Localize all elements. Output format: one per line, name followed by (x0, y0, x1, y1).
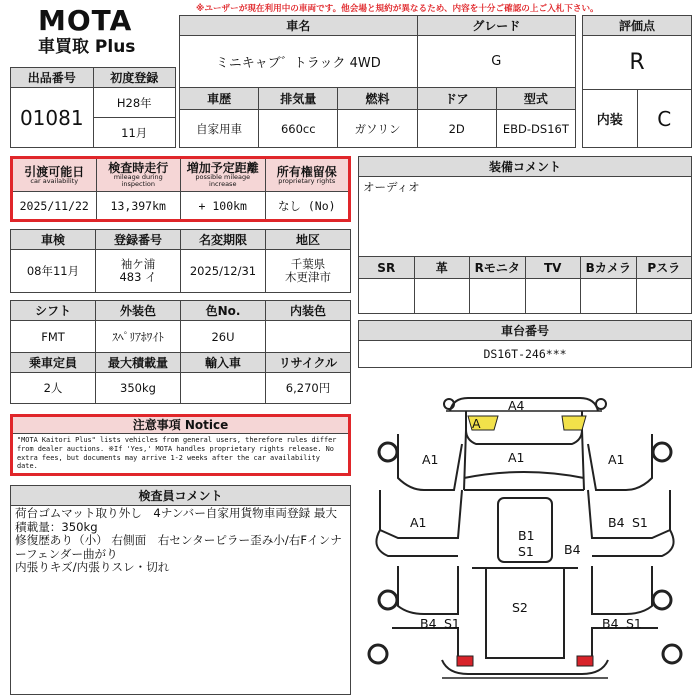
car-damage-map (358, 378, 692, 696)
car-name: ミニキャブ゛トラック 4WD (180, 36, 418, 88)
interior-color-value (266, 321, 351, 353)
map-label-b4-right-mid: B4 (608, 515, 625, 530)
option-rear-monitor: Rモニタ (470, 257, 526, 279)
spec-header-fuel: 燃料 (338, 88, 417, 110)
availability-header-mileage: 検査時走行 mileage during inspection (96, 158, 181, 192)
grade-label: グレード (417, 16, 575, 36)
vehicle-table (179, 15, 576, 148)
map-label-a1-left-front: A1 (422, 452, 439, 467)
map-label-b1: B1 (518, 528, 535, 543)
mileage-increase: + 100km (181, 192, 266, 221)
color-no-value: 26U (181, 321, 266, 353)
spec-header-doors: ドア (417, 88, 496, 110)
rating-value: R (583, 36, 692, 90)
first-reg-month: 11月 (93, 118, 176, 148)
inspector-comment: 荷台ゴムマット取り外し 4ナンバー自家用貨物車両登録 最大積載量：350kg 修復歴あり（小） 右側面 右センターピラー歪み小/右Fインナーフェンダー曲がり 内張りキズ/内張りスレ・切れ (11, 506, 351, 695)
availability-date: 2025/11/22 (12, 192, 97, 221)
map-label-a-front-left: A (472, 416, 481, 431)
chassis-label: 車台番号 (359, 321, 692, 341)
proprietary-rights: なし (No) (265, 192, 350, 221)
availability-header-rights: 所有権留保 proprietary rights (265, 158, 350, 192)
option-sr-value (359, 279, 415, 314)
map-label-a4: A4 (508, 398, 525, 413)
availability-header-increase: 増加予定距離 possible mileage increase (181, 158, 266, 192)
spec-header-displacement: 排気量 (259, 88, 338, 110)
map-label-s1-center: S1 (518, 544, 534, 559)
shaken-value: 08年11月 (11, 250, 96, 293)
recycle-value: 6,270円 (266, 373, 351, 404)
logo (38, 6, 148, 62)
logo-subtitle: 車買取 Plus (38, 37, 136, 57)
shaken-label: 車検 (11, 230, 96, 250)
imported-value (181, 373, 266, 404)
map-label-s1-right-mid: S1 (632, 515, 648, 530)
interior-value: C (637, 90, 692, 148)
map-label-b4-right-rear: B4 (602, 616, 619, 631)
recycle-label: リサイクル (266, 353, 351, 373)
map-label-a1-center: A1 (508, 450, 525, 465)
map-label-b4-left-rear: B4 (420, 616, 437, 631)
map-label-a1-right-front: A1 (608, 452, 625, 467)
option-leather: 革 (414, 257, 470, 279)
rating-table (582, 15, 692, 148)
logo-title: MOTA (38, 4, 133, 37)
spec-model: EBD-DS16T (496, 110, 575, 148)
inspector-label: 検査員コメント (11, 486, 351, 506)
map-label-s1-right-rear: S1 (626, 616, 642, 631)
district-value: 千葉県 木更津市 (266, 250, 351, 293)
max-load-label: 最大積載量 (96, 353, 181, 373)
name-change-deadline: 2025/12/31 (181, 250, 266, 293)
availability-header-date: 引渡可能日 car availability (12, 158, 97, 192)
spec-fuel: ガソリン (338, 110, 417, 148)
option-back-camera-value (581, 279, 637, 314)
interior-color-label: 内装色 (266, 301, 351, 321)
map-label-s1-left-rear: S1 (444, 616, 460, 631)
lot-table (10, 67, 176, 148)
inspector-table (10, 485, 351, 695)
option-tv: TV (525, 257, 581, 279)
spec-history: 自家用車 (180, 110, 259, 148)
plate-label: 登録番号 (96, 230, 181, 250)
notice-table (10, 414, 351, 476)
chassis-table (358, 320, 692, 368)
spec-doors: 2D (417, 110, 496, 148)
capacity-value: 2人 (11, 373, 96, 404)
district-label: 地区 (266, 230, 351, 250)
availability-table (10, 156, 351, 222)
map-label-a1-left-mid: A1 (410, 515, 427, 530)
exterior-color-value: ｽﾍﾟﾘｱﾎﾜｲﾄ (96, 321, 181, 353)
interior-label: 内装 (583, 90, 638, 148)
equipment-label: 装備コメント (359, 157, 692, 177)
notice-label: 注意事項 Notice (12, 416, 350, 434)
shift-value: FMT (11, 321, 96, 353)
spec-displacement: 660cc (259, 110, 338, 148)
top-notice: ※ユーザーが現在利用中の車両です。他会場と規約が異なるため、内容を十分ご確認の上ご入札下さい。 (196, 4, 599, 14)
capacity-label: 乗車定員 (11, 353, 96, 373)
imported-label: 輸入車 (181, 353, 266, 373)
inspection-mileage: 13,397km (96, 192, 181, 221)
lot-label: 出品番号 (11, 68, 94, 88)
color-no-label: 色No. (181, 301, 266, 321)
car-name-label: 車名 (180, 16, 418, 36)
rating-label: 評価点 (583, 16, 692, 36)
option-tv-value (525, 279, 581, 314)
specs2-table (10, 300, 351, 404)
exterior-color-label: 外装色 (96, 301, 181, 321)
option-leather-value (414, 279, 470, 314)
first-reg-year: H28年 (93, 88, 176, 118)
option-power-slide-value (636, 279, 692, 314)
map-label-s2: S2 (512, 600, 528, 615)
plate-number: 袖ケ浦 483 イ (96, 250, 181, 293)
map-label-b4-center-right: B4 (564, 542, 581, 557)
registration-table (10, 229, 351, 293)
grade-value: G (417, 36, 575, 88)
spec-header-history: 車歴 (180, 88, 259, 110)
max-load-value: 350kg (96, 373, 181, 404)
shift-label: シフト (11, 301, 96, 321)
first-reg-label: 初度登録 (93, 68, 176, 88)
equipment-table (358, 156, 692, 314)
spec-header-model: 型式 (496, 88, 575, 110)
option-rear-monitor-value (470, 279, 526, 314)
lot-number: 01081 (11, 88, 94, 148)
option-sr: SR (359, 257, 415, 279)
option-back-camera: Bカメラ (581, 257, 637, 279)
notice-text: "MOTA Kaitori Plus" lists vehicles from general users, therefore rules differ from dealer auctions. ※If 'Yes,' MOTA handles proprietary rights release. No extra fees, but documents may arrive 1-2 weeks after the car availability date. (12, 434, 350, 475)
option-power-slide: Pスラ (636, 257, 692, 279)
chassis-number: DS16T-246*** (359, 341, 692, 368)
name-change-label: 名変期限 (181, 230, 266, 250)
equipment-comment: オーディオ (359, 177, 692, 257)
